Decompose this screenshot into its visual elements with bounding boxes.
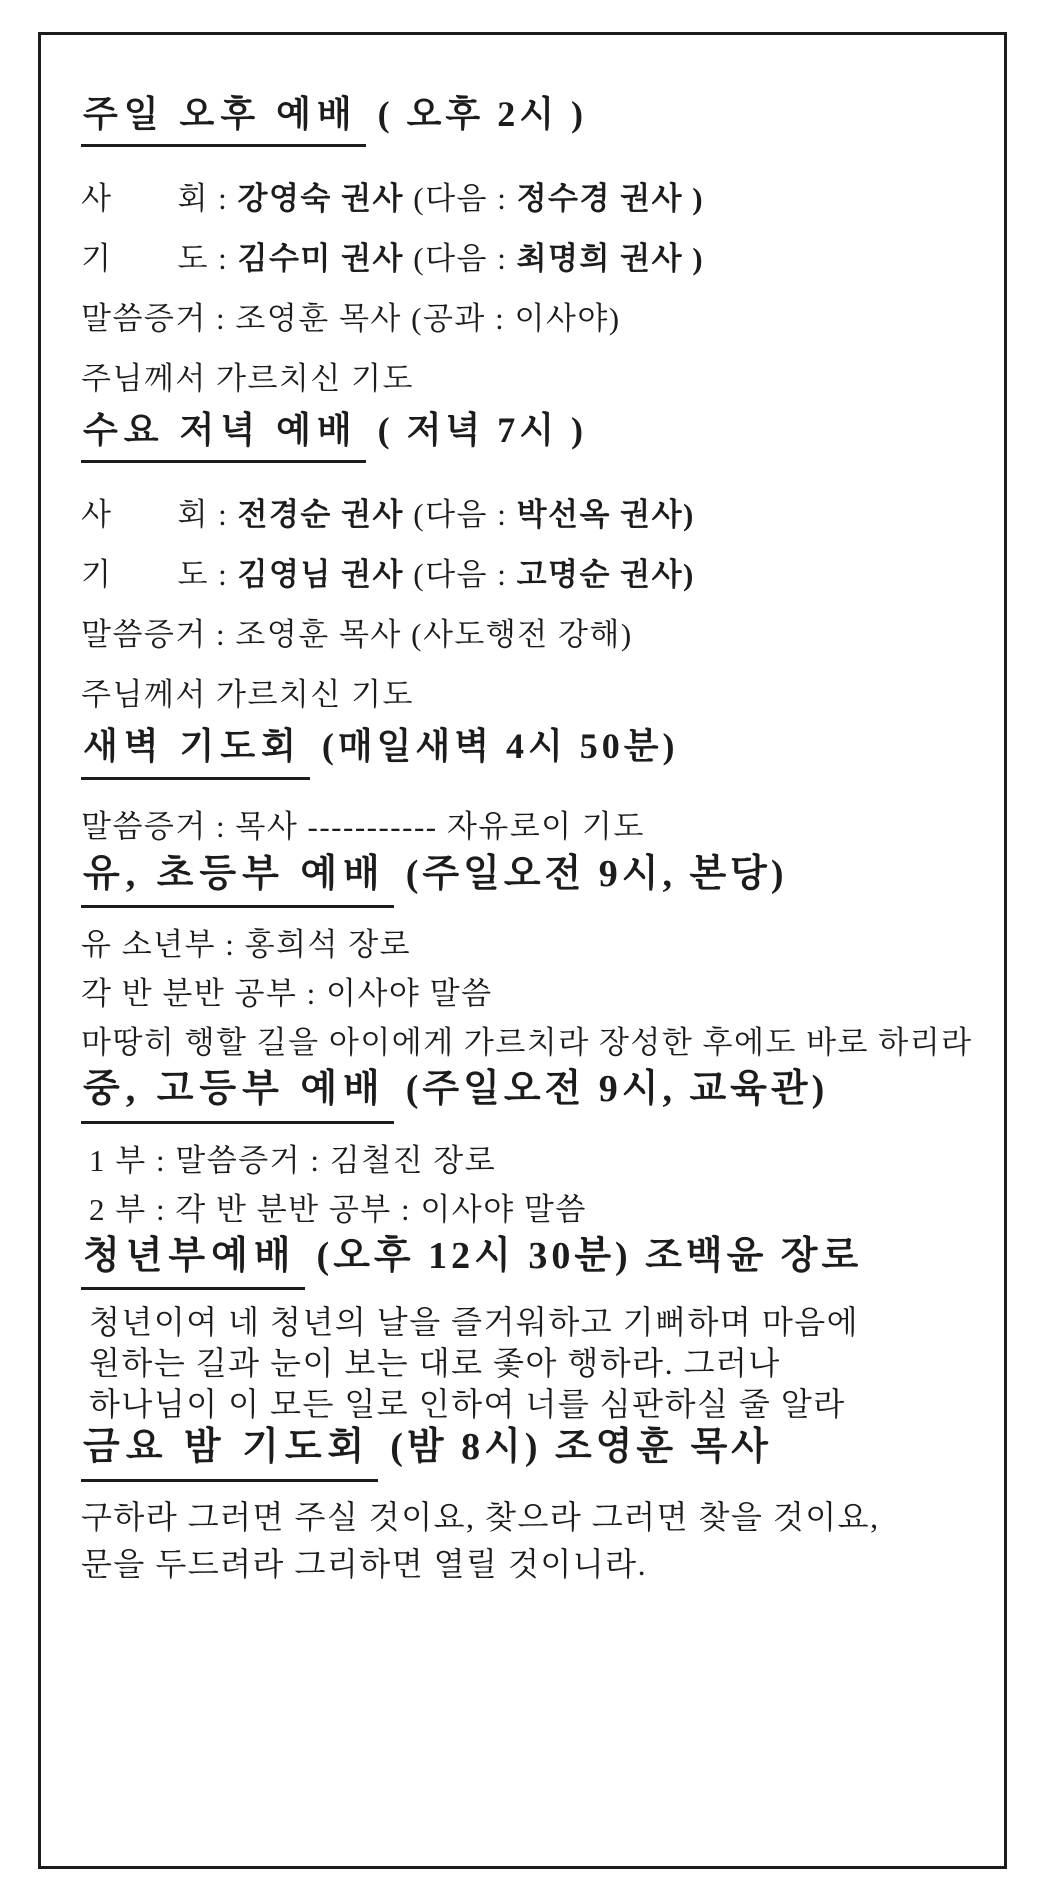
line-text: (다음 : — [413, 557, 517, 593]
text-line — [81, 1302, 974, 1343]
text-line — [81, 665, 974, 725]
line-text: 원하는 길과 눈이 보는 대로 좇아 행하라. 그러나 — [89, 1345, 781, 1382]
line-text: 사 회 : — [81, 497, 238, 533]
line-text: 청년이여 네 청년의 날을 즐거워하고 기뻐하며 마음에 — [89, 1304, 860, 1341]
person-name-bold: 박선옥 권사) — [516, 497, 695, 533]
text-line — [81, 1018, 974, 1067]
section-header — [81, 409, 974, 463]
section-header — [81, 93, 974, 147]
line-text: 각 반 분반 공부 : 이사야 말씀 — [81, 976, 493, 1012]
line-text: (다음 : — [413, 181, 517, 217]
section-young-adult-worship — [81, 1234, 974, 1426]
section-header — [81, 725, 974, 779]
line-text: 유 소년부 : 홍희석 장로 — [81, 927, 412, 963]
worship-schedule-sections — [81, 93, 974, 1588]
text-line — [81, 289, 974, 349]
text-line — [81, 1541, 974, 1588]
section-time-note: (매일새벽 4시 50분) — [321, 726, 679, 767]
line-text: (다음 : — [413, 241, 517, 277]
section-wednesday-evening-worship — [81, 409, 974, 725]
section-children-elementary-worship — [81, 852, 974, 1068]
line-text: 구하라 그러면 주실 것이요, 찾으라 그러면 찾을 것이요, — [81, 1498, 880, 1535]
text-line — [81, 169, 974, 229]
text-line — [81, 920, 974, 969]
person-name-bold: 전경순 권사 — [237, 497, 414, 533]
text-line — [81, 1494, 974, 1541]
text-line — [81, 349, 974, 409]
text-line — [81, 1185, 974, 1234]
section-sunday-afternoon-worship — [81, 93, 974, 409]
section-time-note: ( 오후 2시 ) — [377, 94, 587, 134]
person-name-bold: 정수경 권사 ) — [516, 181, 705, 217]
person-name-bold: 최명희 권사 ) — [516, 241, 705, 277]
section-middle-high-school-worship — [81, 1067, 974, 1234]
person-name-bold: 강영숙 권사 — [237, 181, 414, 217]
text-line — [81, 229, 974, 289]
text-line — [81, 1136, 974, 1185]
section-title: 유, 초등부 예배 — [81, 852, 394, 909]
line-text: 사 회 : — [81, 181, 238, 217]
text-line — [81, 969, 974, 1018]
section-time-note: (주일오전 9시, 본당) — [405, 852, 788, 895]
line-text: 1 부 : 말씀증거 : 김철진 장로 — [89, 1142, 497, 1178]
section-time-note: ( 저녁 7시 ) — [377, 410, 587, 451]
section-title: 금요 밤 기도회 — [81, 1425, 378, 1482]
section-time-note: (밤 8시) 조영훈 목사 — [390, 1426, 773, 1469]
section-time-note: (주일오전 9시, 교육관) — [405, 1068, 829, 1111]
person-name-bold: 김영님 권사 — [237, 557, 414, 593]
text-line — [81, 1343, 974, 1384]
text-line — [81, 485, 974, 545]
text-line — [81, 605, 974, 665]
section-header — [81, 1067, 974, 1124]
line-text: 주님께서 가르치신 기도 — [81, 361, 414, 397]
line-text: 2 부 : 각 반 분반 공부 : 이사야 말씀 — [89, 1191, 587, 1227]
line-text: 주님께서 가르치신 기도 — [81, 677, 414, 713]
line-text: 문을 두드려라 그리하면 열릴 것이니라. — [81, 1545, 648, 1582]
line-text: 마땅히 행할 길을 아이에게 가르치라 장성한 후에도 바로 하리라 — [81, 1025, 973, 1061]
section-title: 수요 저녁 예배 — [81, 409, 366, 463]
line-text: (다음 : — [413, 497, 517, 533]
section-header — [81, 1425, 974, 1482]
person-name-bold: 고명순 권사) — [516, 557, 695, 593]
bulletin-frame — [38, 32, 1007, 1869]
section-title: 청년부예배 — [81, 1234, 305, 1291]
line-text: 기 도 : — [81, 557, 238, 593]
line-text: 하나님이 이 모든 일로 인하여 너를 심판하실 줄 알라 — [89, 1386, 846, 1423]
text-line — [81, 1384, 974, 1425]
text-line — [81, 802, 974, 852]
section-friday-night-prayer — [81, 1425, 974, 1588]
line-text: 기 도 : — [81, 241, 238, 277]
text-line — [81, 545, 974, 605]
line-text: 말씀증거 : 조영훈 목사 (사도행전 강해) — [81, 617, 633, 653]
section-dawn-prayer-meeting — [81, 725, 974, 851]
section-header — [81, 852, 974, 909]
line-text: 말씀증거 : 조영훈 목사 (공과 : 이사야) — [81, 301, 621, 337]
section-title: 새벽 기도회 — [81, 725, 310, 779]
section-title: 중, 고등부 예배 — [81, 1067, 394, 1124]
section-header — [81, 1234, 974, 1291]
person-name-bold: 김수미 권사 — [237, 241, 414, 277]
section-title: 주일 오후 예배 — [81, 93, 366, 147]
section-time-note: (오후 12시 30분) 조백윤 장로 — [316, 1234, 863, 1277]
line-text: 말씀증거 : 목사 ----------- 자유로이 기도 — [81, 808, 645, 844]
